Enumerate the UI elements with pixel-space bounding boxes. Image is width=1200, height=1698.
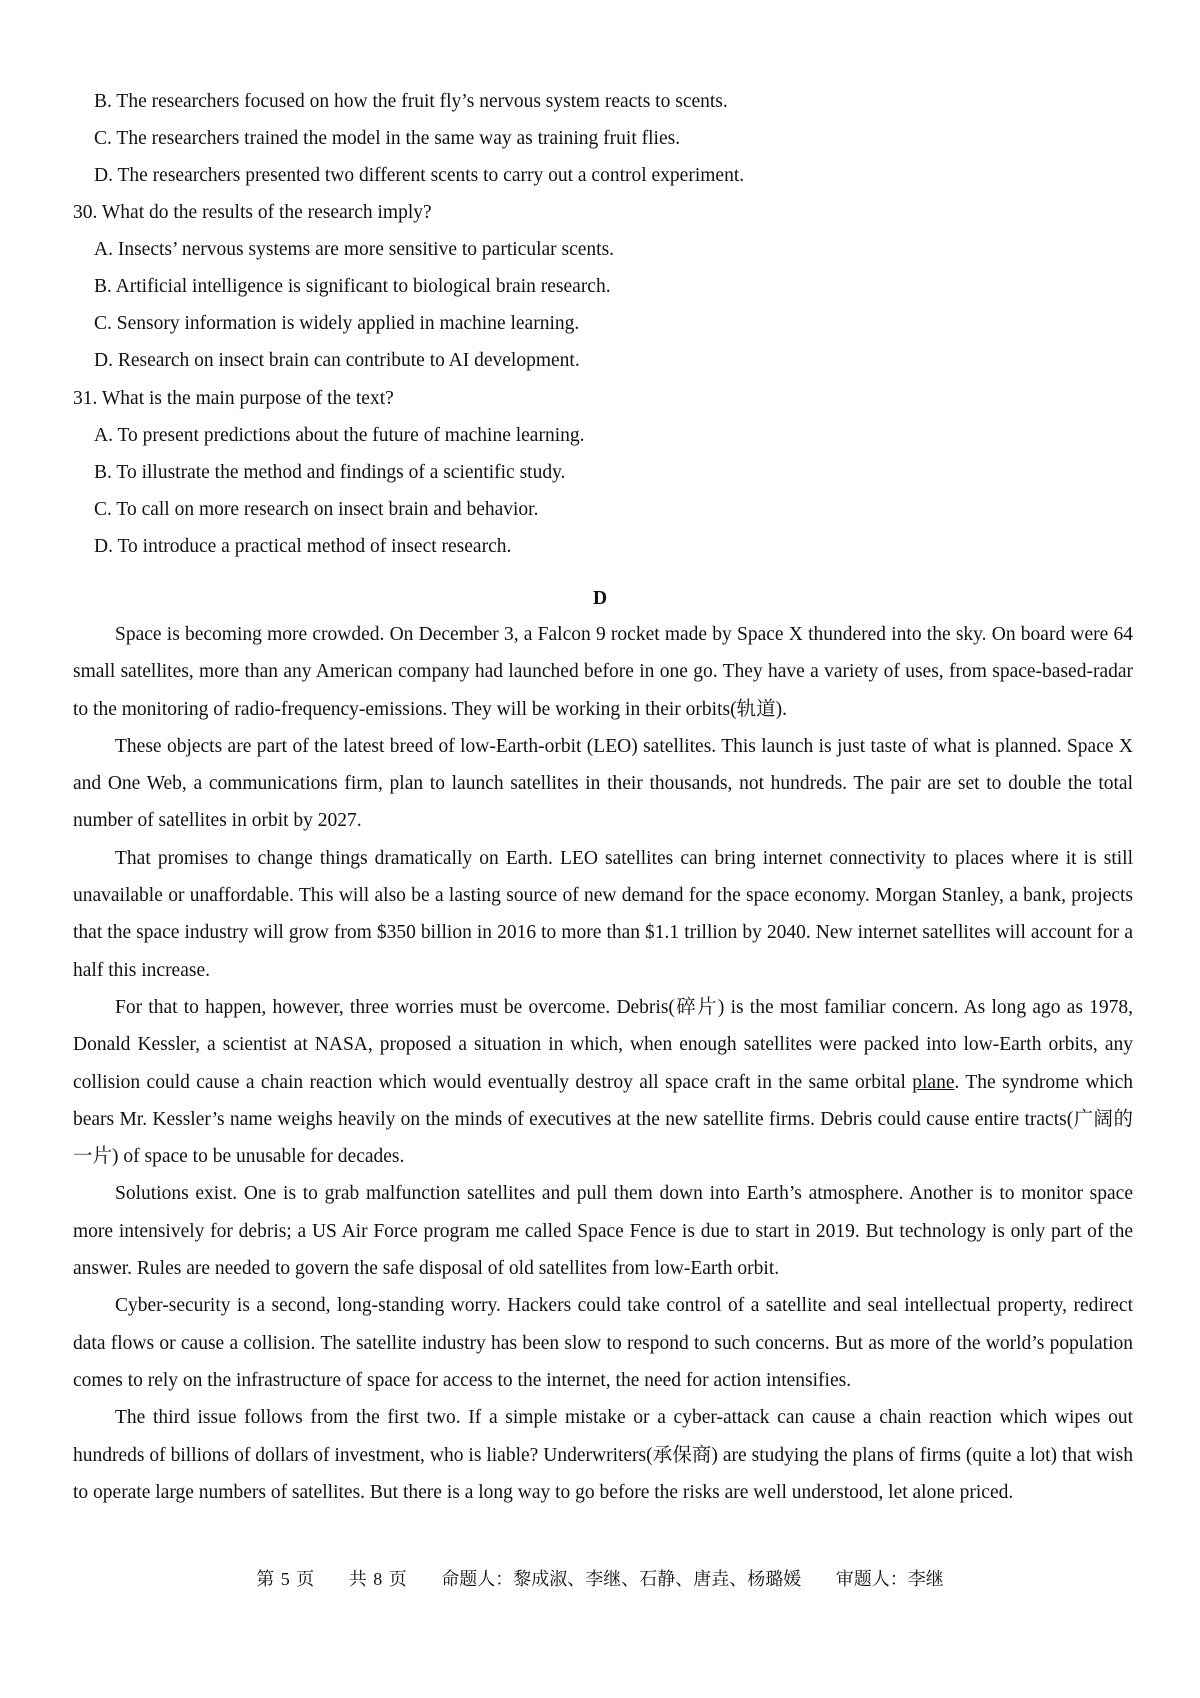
option-c: C. Sensory information is widely applied in machine learning. — [94, 313, 580, 334]
option-b: B. To illustrate the method and findings of a scientific study. — [94, 462, 566, 483]
option-b: B. Artificial intelligence is significant to biological brain research. — [94, 276, 611, 297]
option-b: B. The researchers focused on how the fruit fly’s nervous system reacts to scents. — [94, 91, 728, 112]
option-a: A. Insects’ nervous systems are more sensitive to particular scents. — [94, 239, 615, 260]
option-a: A. To present predictions about the future of machine learning. — [94, 425, 585, 446]
section-heading: D — [592, 588, 608, 609]
page-total: 共 8 页 — [348, 1569, 407, 1589]
paragraph-5: Solutions exist. One is to grab malfunction satellites and pull them down into Earth’s atmosphere. Another is to monitor space more intensively for debris; a US Air Force program me called Space Fence is due to start in 2019. But technology is only part of the answer. Rules are needed to govern the safe disposal of old satellites from low-Earth orbit. — [73, 1183, 1133, 1280]
authors: 命题人：黎成淑、李继、石静、唐垚、杨璐媛 — [441, 1569, 802, 1589]
page-number: 第 5 页 — [256, 1569, 315, 1589]
question-stem: 30. What do the results of the research imply? — [73, 202, 432, 223]
option-d: D. To introduce a practical method of insect research. — [94, 536, 512, 557]
option-c: C. To call on more research on insect brain and behavior. — [94, 499, 539, 520]
paragraph-4 — [73, 989, 1133, 1175]
passage-d — [73, 616, 1133, 1511]
paragraph-4-part-a: For that to happen, however, three worries must be overcome. Debris(碎片) is the most familiar concern. As long ago as 1978, Donald Kessler, a scientist at NASA, proposed a situation in which, when enough satellites were packed into low-Earth orbits, any collision could cause a chain reaction which would eventually destroy all space craft in the same orbital — [73, 996, 1133, 1093]
question-stem: 31. What is the main purpose of the text? — [73, 388, 394, 409]
page-footer — [0, 1565, 1200, 1591]
reviewer: 审题人：李继 — [835, 1569, 944, 1589]
paragraph-4-part-b: . The syndrome which bears Mr. Kessler’s name weighs heavily on the minds of executives at the new satellite firms. Debris could cause entire tracts(广阔的一片) of space to be unusable for decades. — [73, 1071, 1133, 1168]
paragraph-2: These objects are part of the latest breed of low-Earth-orbit (LEO) satellites. This launch is just taste of what is planned. Space X and One Web, a communications firm, plan to launch satellites in their thousands, not hundreds. The pair are set to double the total number of satellites in orbit by 2027. — [73, 735, 1133, 832]
paragraph-3: That promises to change things dramatically on Earth. LEO satellites can bring internet connectivity to places where it is still unavailable or unaffordable. This will also be a lasting source of new demand for the space economy. Morgan Stanley, a bank, projects that the space industry will grow from $350 billion in 2016 to more than $1.1 trillion by 2040. New internet satellites will account for a half this increase. — [73, 847, 1133, 981]
option-d: D. Research on insect brain can contribute to AI development. — [94, 350, 580, 371]
paragraph-7: The third issue follows from the first two. If a simple mistake or a cyber-attack can cause a chain reaction which wipes out hundreds of billions of dollars of investment, who is liable? Underwriters(承保商) are studying the plans of firms (quite a lot) that wish to operate large numbers of satellites. But there is a long way to go before the risks are well understood, let alone priced. — [73, 1407, 1133, 1503]
paragraph-1: Space is becoming more crowded. On December 3, a Falcon 9 rocket made by Space X thundered into the sky. On board were 64 small satellites, more than any American company had launched before in one go. They have a variety of uses, from space-based-radar to the monitoring of radio-frequency-emissions. They will be working in their orbits(轨道). — [73, 624, 1133, 720]
option-c: C. The researchers trained the model in the same way as training fruit flies. — [94, 128, 681, 149]
paragraph-6: Cyber-security is a second, long-standing worry. Hackers could take control of a satellite and seal intellectual property, redirect data flows or cause a collision. The satellite industry has been slow to respond to such concerns. But as more of the world’s population comes to rely on the infrastructure of space for access to the internet, the need for action intensifies. — [73, 1295, 1133, 1391]
underlined-word: plane — [912, 1071, 955, 1093]
option-d: D. The researchers presented two different scents to carry out a control experiment. — [94, 165, 745, 186]
